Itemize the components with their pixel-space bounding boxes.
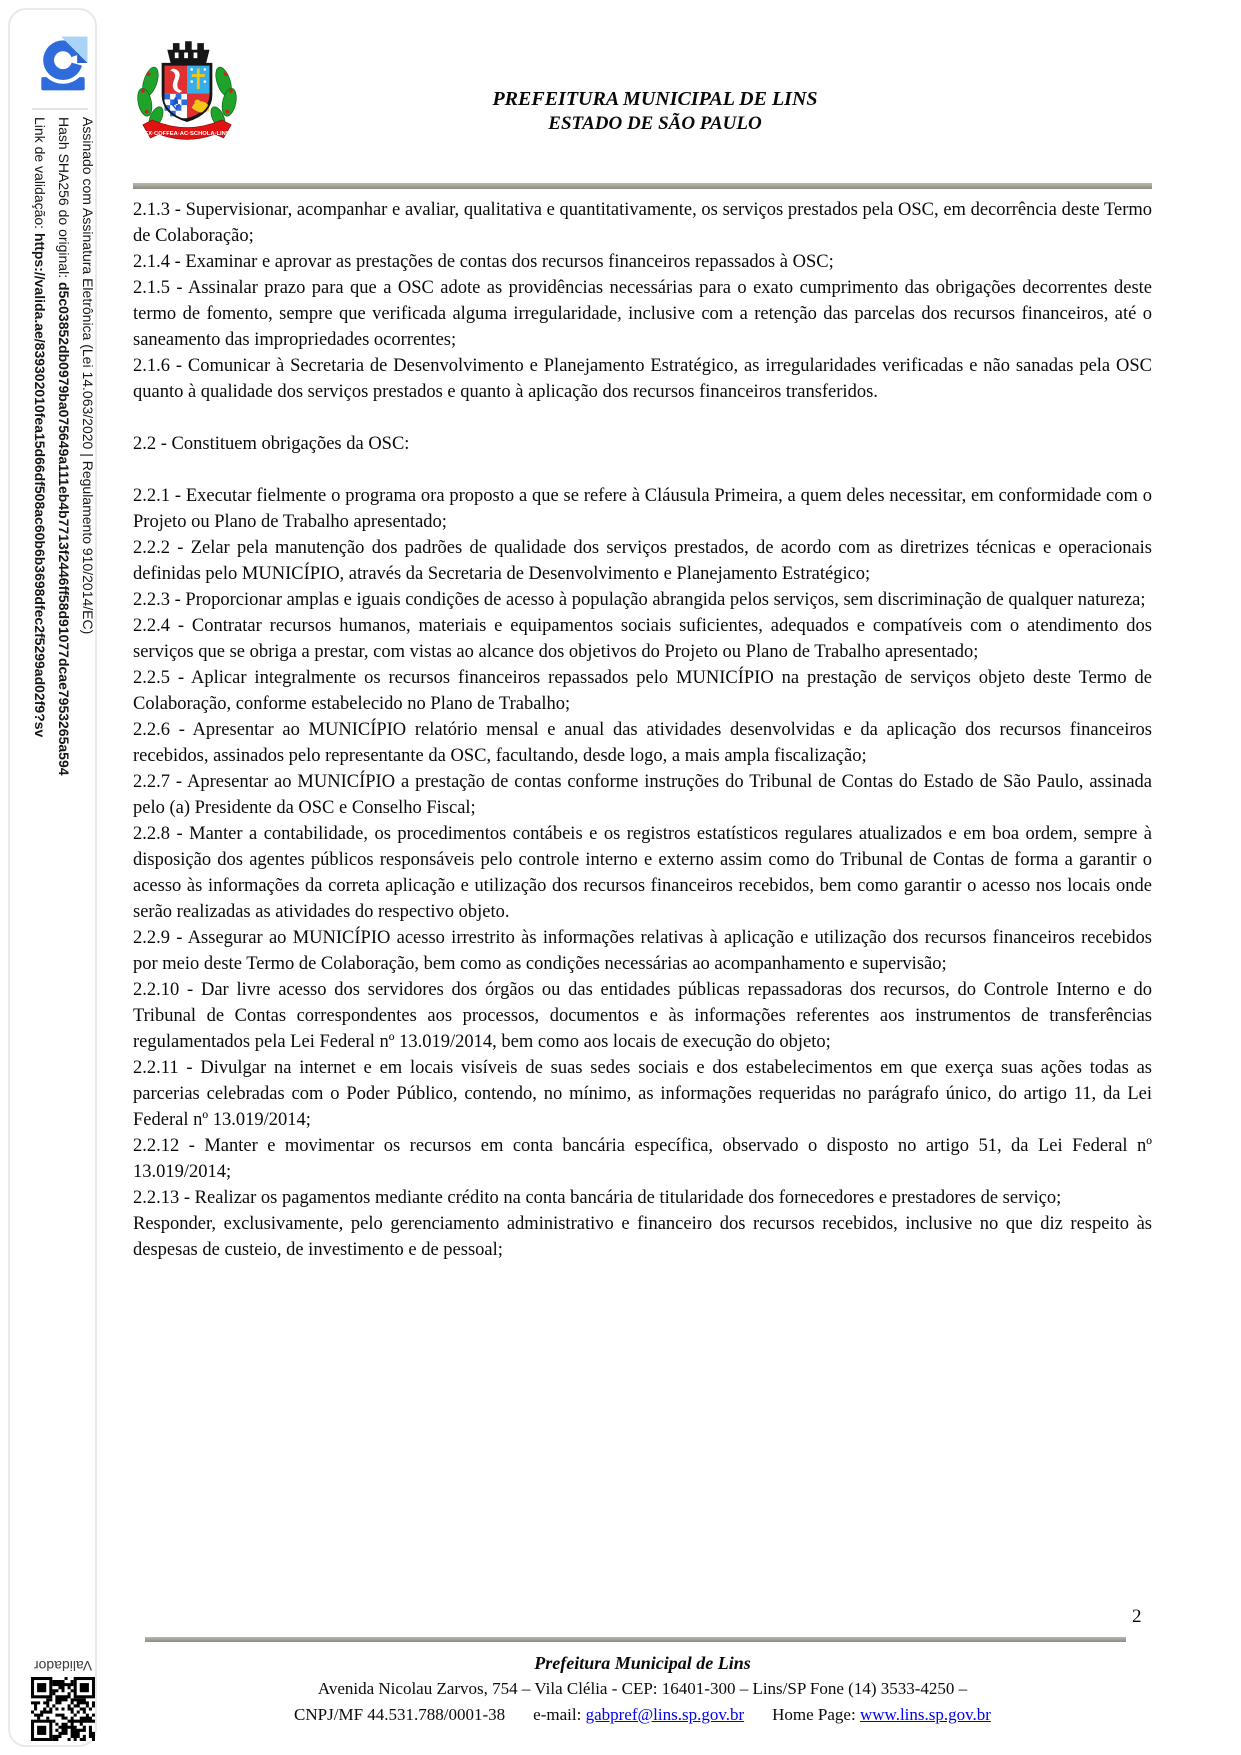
page-number: 2 (1132, 1606, 1142, 1627)
body-paragraph: 2.2.10 - Dar livre acesso dos servidores dos órgãos ou das entidades públicas repassadoras dos recursos, do Controle Interno e do Tribunal de Contas correspondentes aos processos, documentos e às informações referentes aos instrumentos de transferências regulamentados pela Lei Federal nº 13.019/2014, bem como aos locais de execução do objeto; (133, 980, 1152, 1052)
body-paragraph: 2.2.4 - Contratar recursos humanos, materiais e equipamentos sociais suficientes, adequados e compatíveis com o atendimento dos serviços que se obriga a prestar, com vistas ao alcance dos objetivos do Projeto ou Plano de Trabalho apresentado; (133, 616, 1152, 662)
header-subtitle: ESTADO DE SÃO PAULO (548, 113, 762, 134)
body-paragraph: 2.2.1 - Executar fielmente o programa ora proposto a que se refere à Cláusula Primeira, a quem deles necessitar, em conformidade com o Projeto ou Plano de Trabalho apresentado; (133, 486, 1152, 532)
sidebar-divider (32, 108, 88, 110)
blank-line (133, 405, 1152, 431)
document-body (133, 197, 1152, 1263)
body-paragraph: 2.1.5 - Assinalar prazo para que a OSC adote as providências necessárias para o exato cumprimento das obrigações decorrentes deste termo de fomento, sempre que verificada alguma irregularidade, inclusive com a retenção das parcelas dos recursos financeiros, até o saneamento das impropriedades ocorrentes; (133, 278, 1152, 350)
signature-validation-link (28, 117, 52, 1237)
body-paragraph: 2.1.6 - Comunicar à Secretaria de Desenvolvimento e Planejamento Estratégico, as irregularidades verificadas e não sanadas pela OSC quanto à qualidade dos serviços prestados e quanto à aplicação dos recursos financeiros transferidos. (133, 356, 1152, 402)
footer-org-name: Prefeitura Municipal de Lins (534, 1653, 751, 1673)
footer-cnpj: CNPJ/MF 44.531.788/0001-38 (294, 1705, 506, 1724)
footer-email-link[interactable]: gabpref@lins.sp.gov.br (585, 1705, 745, 1724)
footer-contact (133, 1702, 1152, 1728)
hash-label: Hash SHA256 do original: (56, 117, 72, 282)
body-paragraph: 2.2.7 - Apresentar ao MUNICÍPIO a prestação de contas conforme instruções do Tribunal de Contas do Estado de São Paulo, assinada pelo (a) Presidente da OSC e Conselho Fiscal; (133, 772, 1152, 818)
hash-value: d5c03852db0979ba075649a111eb4b7713f2446ff58d91077dcae7953265a594 (56, 282, 72, 776)
validador-logo-icon (34, 30, 92, 96)
body-paragraph: 2.1.3 - Supervisionar, acompanhar e avaliar, qualitativa e quantitativamente, os serviços prestados pela OSC, em decorrência deste Termo de Colaboração; (133, 200, 1152, 246)
qr-code (31, 1677, 95, 1741)
footer-address: Avenida Nicolau Zarvos, 754 – Vila Clélia - CEP: 16401-300 – Lins/SP Fone (14) 3533-4250 – (317, 1679, 968, 1698)
body-paragraph: 2.1.4 - Examinar e aprovar as prestações de contas dos recursos financeiros repassados à OSC; (133, 252, 834, 272)
body-paragraph: Responder, exclusivamente, pelo gerenciamento administrativo e financeiro dos recursos recebidos, inclusive no que diz respeito às despesas de custeio, de investimento e de pessoal; (133, 1214, 1152, 1260)
body-paragraph: 2.2.3 - Proporcionar amplas e iguais condições de acesso à população abrangida pelos serviços, sem discriminação de qualquer natureza; (133, 590, 1146, 610)
body-paragraph: 2.2.2 - Zelar pela manutenção dos padrões de qualidade dos serviços prestados, de acordo com as diretrizes técnicas e operacionais definidas pelo MUNICÍPIO, através da Secretaria de Desenvolvimento e Planejamento Estratégico; (133, 538, 1152, 584)
lins-coat-of-arms (126, 32, 248, 150)
signature-hash (52, 117, 76, 1237)
link-value: https://valida.ae/839302010fea15d66df508ac60b6b3698dfec2f5299ad02f9?sv (32, 232, 48, 738)
signature-info (28, 117, 100, 1237)
body-paragraph: 2.2 - Constituem obrigações da OSC: (133, 434, 410, 454)
blank-line (133, 457, 1152, 483)
body-paragraph: 2.2.6 - Apresentar ao MUNICÍPIO relatório mensal e anual das atividades desenvolvidas e da aplicação dos recursos financeiros recebidos, assinados pelo representante da OSC, facultando, desde logo, a mais ampla fiscalização; (133, 720, 1152, 766)
footer-divider (145, 1637, 1126, 1642)
header-divider (133, 183, 1152, 189)
signature-statement: Assinado com Assinatura Eletrônica (Lei 14.063/2020 | Regulamento 910/2014/EC) (80, 117, 96, 635)
validador-label: Validador (33, 1658, 93, 1674)
crest-motto: EX·COFFEA·AC·SCHOLA·LINS (144, 131, 230, 138)
page-footer (133, 1650, 1152, 1728)
document-header (240, 86, 1070, 136)
body-paragraph: 2.2.8 - Manter a contabilidade, os procedimentos contábeis e os registros estatísticos regulares atualizados e em boa ordem, sempre à disposição dos agentes públicos responsáveis pelo controle interno e externo assim como do Tribunal de Contas de forma a garantir o acesso às informações da correta aplicação e utilização dos recursos financeiros recebidos, bem como garantir o acesso nos locais onde serão realizadas as atividades do respectivo objeto. (133, 824, 1152, 922)
link-label: Link de validação: (32, 117, 48, 233)
header-title: PREFEITURA MUNICIPAL DE LINS (492, 88, 818, 110)
body-paragraph: 2.2.12 - Manter e movimentar os recursos em conta bancária específica, observado o disposto no artigo 51, da Lei Federal nº 13.019/2014; (133, 1136, 1152, 1182)
footer-homepage-label: Home Page: (772, 1705, 856, 1724)
footer-homepage-link[interactable]: www.lins.sp.gov.br (859, 1705, 991, 1724)
footer-email-label: e-mail: (533, 1705, 582, 1724)
signature-sidebar (8, 8, 97, 1747)
body-paragraph: 2.2.9 - Assegurar ao MUNICÍPIO acesso irrestrito às informações relativas à aplicação e utilização dos recursos financeiros recebidos por meio deste Termo de Colaboração, bem como as condições necessárias ao acompanhamento e supervisão; (133, 928, 1152, 974)
body-paragraph: 2.2.13 - Realizar os pagamentos mediante crédito na conta bancária de titularidade dos fornecedores e prestadores de serviço; (133, 1188, 1062, 1208)
body-paragraph: 2.2.11 - Divulgar na internet e em locais visíveis de suas sedes sociais e dos estabelecimentos em que exerça suas ações todas as parcerias celebradas com o Poder Público, contendo, no mínimo, as informações requeridas no parágrafo único, do artigo 11, da Lei Federal nº 13.019/2014; (133, 1058, 1152, 1130)
body-paragraph: 2.2.5 - Aplicar integralmente os recursos financeiros repassados pelo MUNICÍPIO na prestação de serviços objeto deste Termo de Colaboração, conforme estabelecido no Plano de Trabalho; (133, 668, 1152, 714)
